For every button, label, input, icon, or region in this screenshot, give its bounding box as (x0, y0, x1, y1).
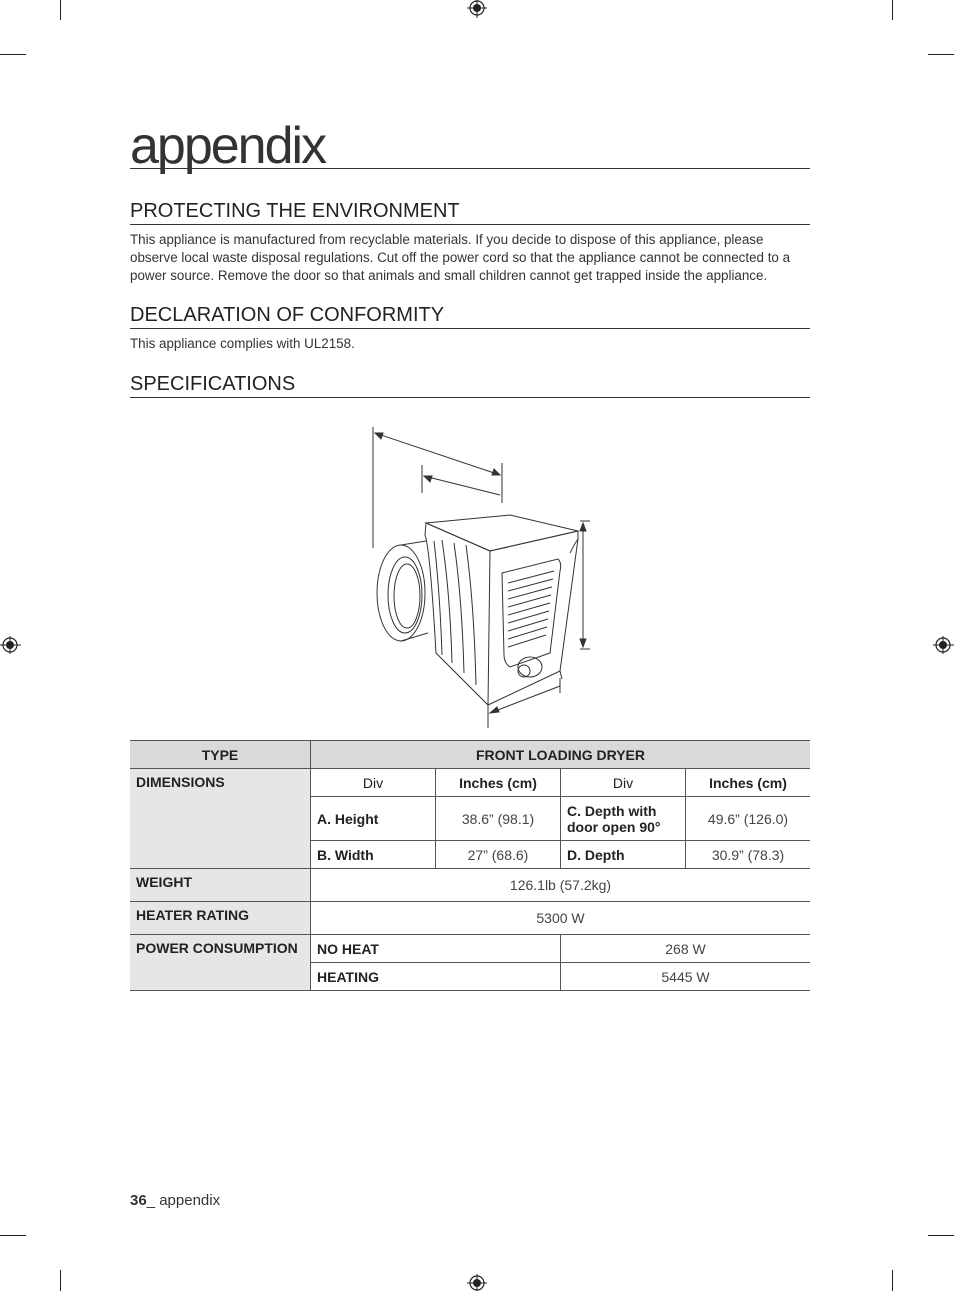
power-consumption-label: POWER CONSUMPTION (130, 935, 311, 991)
crop-mark (0, 1235, 26, 1236)
crop-mark (928, 1235, 954, 1236)
height-label: A. Height (311, 797, 436, 841)
type-value: FRONT LOADING DRYER (311, 741, 811, 769)
table-row (130, 935, 810, 963)
registration-mark-icon (467, 1273, 487, 1291)
conformity-paragraph: This appliance complies with UL2158. (130, 336, 355, 352)
table-row (130, 869, 810, 902)
column-header: Div (311, 769, 436, 797)
height-value: 38.6” (98.1) (436, 797, 561, 841)
crop-mark (60, 0, 61, 20)
page-content (130, 117, 810, 398)
weight-value: 126.1lb (57.2kg) (311, 869, 811, 902)
crop-mark (892, 1270, 893, 1291)
registration-mark-icon (932, 635, 954, 655)
depth-open-label: C. Depth with door open 90° (561, 797, 686, 841)
section-heading-environment: PROTECTING THE ENVIRONMENT (130, 201, 810, 225)
column-header: Inches (cm) (686, 769, 811, 797)
crop-mark (892, 0, 893, 20)
depth-open-value: 49.6” (126.0) (686, 797, 811, 841)
width-value: 27” (68.6) (436, 841, 561, 869)
registration-mark-icon (467, 0, 487, 20)
crop-mark (928, 54, 954, 55)
footer-section: _ appendix (146, 1192, 221, 1209)
no-heat-label: NO HEAT (311, 935, 561, 963)
column-header: Div (561, 769, 686, 797)
table-row (130, 741, 810, 769)
dimensions-label: DIMENSIONS (130, 769, 311, 869)
width-label: B. Width (311, 841, 436, 869)
table-row (130, 769, 810, 797)
page-footer (130, 1192, 220, 1209)
environment-paragraph: This appliance is manufactured from recyclable materials. If you decide to dispose of this appliance, please observe local waste disposal regulations. Cut off the power cord so that the appliance cannot be connected to a power source. Remove the door so that animals and small children cannot get trapped inside the appliance. (130, 232, 791, 283)
page-number: 36 (130, 1192, 147, 1209)
weight-label: WEIGHT (130, 869, 311, 902)
section-heading-conformity: DECLARATION OF CONFORMITY (130, 305, 810, 329)
crop-mark (0, 54, 26, 55)
heating-label: HEATING (311, 963, 561, 991)
crop-mark (60, 1270, 61, 1291)
table-row (130, 902, 810, 935)
heater-rating-label: HEATER RATING (130, 902, 311, 935)
heater-rating-value: 5300 W (311, 902, 811, 935)
type-label: TYPE (130, 741, 311, 769)
column-header: Inches (cm) (436, 769, 561, 797)
no-heat-value: 268 W (561, 935, 811, 963)
registration-mark-icon (0, 635, 22, 655)
section-heading-specifications: SPECIFICATIONS (130, 374, 810, 398)
chapter-title: appendix (130, 117, 326, 175)
depth-value: 30.9” (78.3) (686, 841, 811, 869)
specifications-table (130, 740, 810, 991)
depth-label: D. Depth (561, 841, 686, 869)
heating-value: 5445 W (561, 963, 811, 991)
dryer-dimension-diagram (370, 423, 600, 728)
